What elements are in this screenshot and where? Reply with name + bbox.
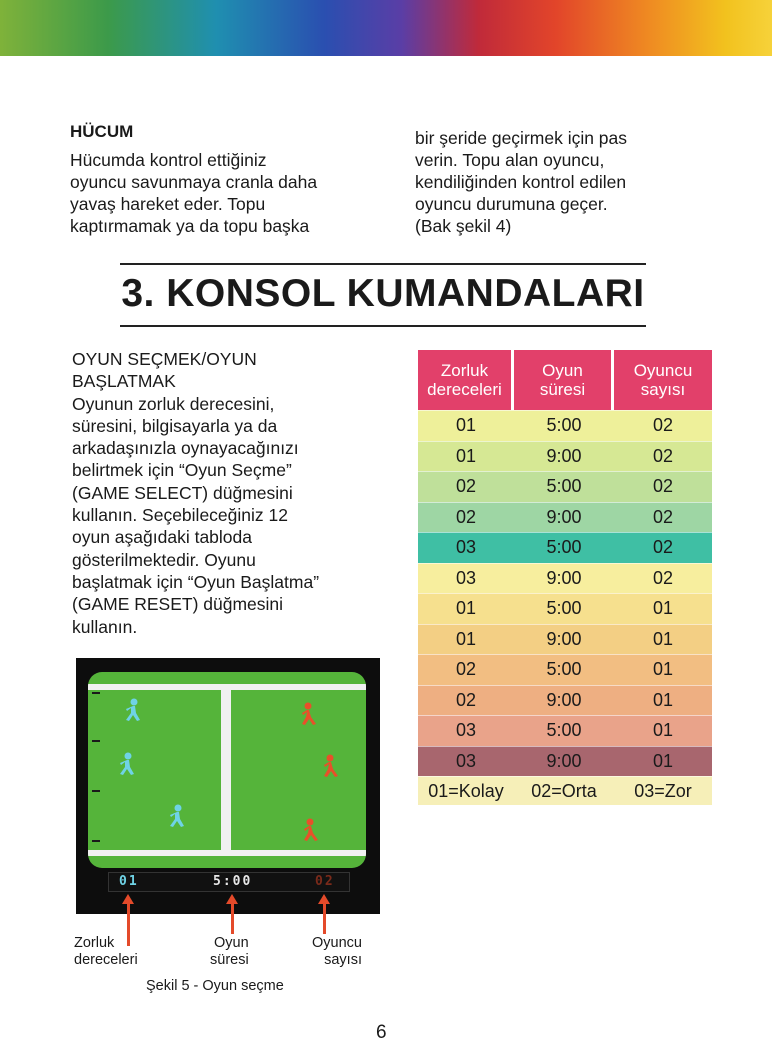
table-cell: 03 <box>455 537 477 557</box>
score-difficulty: 01 <box>119 874 139 889</box>
header-duration: Oyun süresi <box>511 350 614 410</box>
table-cell: 9:00 <box>546 750 582 771</box>
table-row <box>418 532 712 563</box>
score-bar <box>108 872 350 892</box>
player-left-1 <box>124 698 142 724</box>
label-players: Oyuncu sayısı <box>312 935 362 968</box>
table-cell: 02 <box>652 537 674 557</box>
label-duration: Oyun süresi <box>210 935 249 968</box>
legend-medium: 02=Orta <box>531 781 597 801</box>
table-row <box>418 410 712 441</box>
table-cell: 01 <box>652 750 674 771</box>
table-cell: 02 <box>652 506 674 527</box>
score-players: 02 <box>315 874 335 889</box>
player-right-1 <box>300 702 318 728</box>
table-cell: 01 <box>652 689 674 710</box>
table-cell: 02 <box>652 415 674 435</box>
table-body <box>418 410 712 776</box>
table-row <box>418 593 712 624</box>
table-cell: 01 <box>652 628 674 649</box>
screen-edge-tick <box>92 740 100 742</box>
game-select-paragraph: OYUN SEÇMEK/OYUN BAŞLATMAK Oyunun zorluk derecesini, süresini, bilgisayarla ya da arkadaşınızla oynayacağınızı belirtmek için “Oyun Seçme” (GAME SELECT) düğmesini kullanın. Seçebileceğiniz 12 oyun aşağıdaki tabloda gösterilmektedir. Oyunu başlatmak için “Oyun Başlatma” (GAME RESET) düğmesini kullanın. <box>72 349 320 637</box>
section-title: 3. KONSOL KUMANDALARI <box>121 272 645 315</box>
table-cell: 9:00 <box>546 445 582 466</box>
table-cell: 03 <box>455 720 477 740</box>
table-row <box>418 715 712 746</box>
table-cell: 03 <box>455 750 477 771</box>
table-cell: 9:00 <box>546 567 582 588</box>
table-cell: 02 <box>652 567 674 588</box>
screen-edge-tick <box>92 692 100 694</box>
table-cell: 01 <box>455 628 477 649</box>
player-right-2 <box>322 754 340 780</box>
table-cell: 01 <box>455 598 477 618</box>
header-players: Oyuncu sayısı <box>633 361 693 399</box>
table-cell: 02 <box>652 445 674 466</box>
table-cell: 5:00 <box>546 659 582 679</box>
screen-edge-tick <box>92 790 100 792</box>
table-cell: 02 <box>455 659 477 679</box>
table-cell: 01 <box>652 659 674 679</box>
table-cell: 02 <box>455 476 477 496</box>
table-row <box>418 471 712 502</box>
table-cell: 5:00 <box>546 720 582 740</box>
player-left-2 <box>118 752 136 778</box>
table-legend <box>418 776 712 805</box>
table-cell: 9:00 <box>546 628 582 649</box>
legend-hard: 03=Zor <box>634 781 692 801</box>
table-row <box>418 441 712 472</box>
table-cell: 02 <box>455 506 477 527</box>
table-cell: 5:00 <box>546 598 582 618</box>
arrow-duration <box>231 904 234 934</box>
arrow-players <box>323 904 326 934</box>
player-left-3 <box>168 804 186 830</box>
arrow-up-icon <box>318 894 330 904</box>
table-cell: 01 <box>652 598 674 618</box>
table-cell: 5:00 <box>546 415 582 435</box>
game-options-table <box>418 350 712 805</box>
field-center-line <box>221 684 231 856</box>
player-right-3 <box>302 818 320 844</box>
rainbow-header-band <box>0 0 772 56</box>
table-row <box>418 624 712 655</box>
label-difficulty: Zorluk dereceleri <box>74 935 138 968</box>
screen-edge-tick <box>92 840 100 842</box>
header-difficulty: Zorluk dereceleri <box>427 361 502 399</box>
table-cell: 9:00 <box>546 506 582 527</box>
table-cell: 9:00 <box>546 689 582 710</box>
table-cell: 5:00 <box>546 476 582 496</box>
table-header <box>418 350 712 410</box>
table-cell: 01 <box>455 415 477 435</box>
score-time: 5:00 <box>213 874 253 889</box>
table-cell: 5:00 <box>546 537 582 557</box>
table-row <box>418 654 712 685</box>
figure-caption: Şekil 5 - Oyun seçme <box>146 978 284 994</box>
table-cell: 01 <box>455 445 477 466</box>
table-cell: 03 <box>455 567 477 588</box>
table-row <box>418 502 712 533</box>
arrow-up-icon <box>122 894 134 904</box>
table-row <box>418 746 712 777</box>
soccer-field <box>88 672 366 868</box>
legend-easy: 01=Kolay <box>428 781 504 801</box>
table-cell: 02 <box>652 476 674 496</box>
title-rule-bottom <box>120 325 646 327</box>
table-cell: 02 <box>455 689 477 710</box>
table-cell: 01 <box>652 720 674 740</box>
title-rule-top <box>120 263 646 265</box>
table-row <box>418 685 712 716</box>
attack-paragraph-right: bir şeride geçirmek için pas verin. Topu alan oyuncu, kendiliğinden kontrol edilen oyuncu durumuna geçer. (Bak şekil 4) <box>415 128 628 236</box>
page-number: 6 <box>376 1022 387 1043</box>
arrow-up-icon <box>226 894 238 904</box>
table-row <box>418 563 712 594</box>
attack-paragraph-left: Hücumda kontrol ettiğiniz oyuncu savunmaya cranla daha yavaş hareket eder. Topu kaptırmamak ya da topu başka <box>70 150 318 236</box>
attack-heading: HÜCUM <box>70 122 134 141</box>
